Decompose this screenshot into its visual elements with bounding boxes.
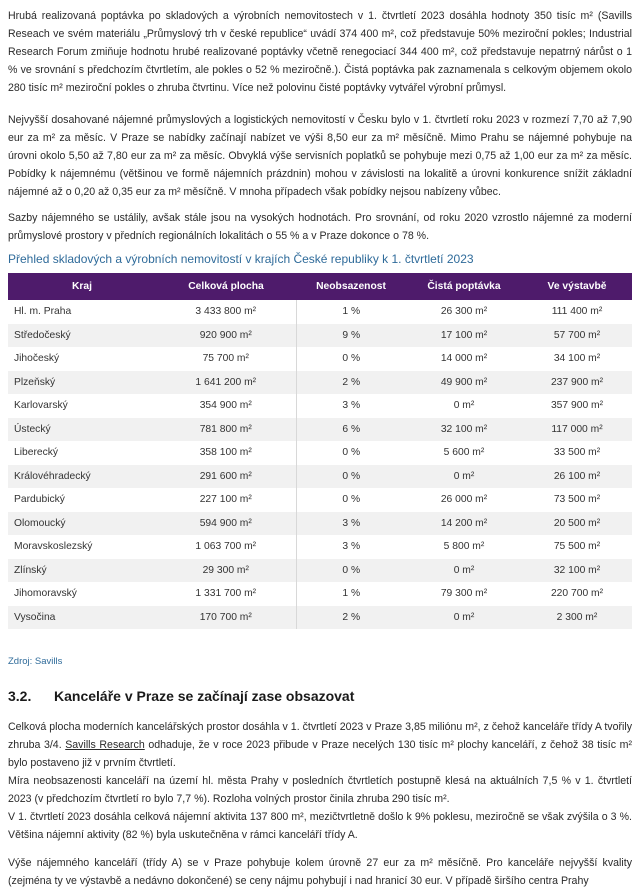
table-row bbox=[8, 347, 632, 371]
intro-paragraph-rent: Nejvyšší dosahované nájemné průmyslových a logistických nemovitostí v Česku bylo v 1. čtvrtletí roku 2023 v rozmezí 7,70 až 7,90 eur za m² za měsíc. V Praze se nabídky začínají nabízet ve výši 8,50 eur za m² měsíčně. Mimo Prahu se nájemné pohybuje na úrovni okolo 5,50 až 7,80 eur za m² za měsíc. Obvyklá výše servisních poplatků se pohybuje mezi 0,75 až 1,00 eur za m² za měsíc. Pobídky k nájemnému (většinou ve formě nájemních prázdnin) mohou v závislosti na lokalitě a úrovni konkurence snížit základní nájemné až o 0,20 až 0,35 eur za m² měsíčně. V mnoha případech však pobídky nejsou nabízeny vůbec. bbox=[8, 114, 632, 198]
cell-total-area: 354 900 m² bbox=[156, 394, 296, 418]
header-under-construction: Ve výstavbě bbox=[522, 273, 632, 300]
cell-net-demand: 26 000 m² bbox=[406, 488, 522, 512]
cell-region: Ústecký bbox=[8, 418, 156, 442]
cell-net-demand: 0 m² bbox=[406, 559, 522, 583]
cell-net-demand: 5 600 m² bbox=[406, 441, 522, 465]
header-net-demand: Čistá poptávka bbox=[406, 273, 522, 300]
table-row bbox=[8, 324, 632, 348]
table-row bbox=[8, 606, 632, 630]
cell-vacancy: 6 % bbox=[296, 418, 406, 442]
cell-vacancy: 3 % bbox=[296, 535, 406, 559]
section-paragraph-office-rent: Výše nájemného kanceláří (třídy A) se v Praze pohybuje kolem úrovně 27 eur za m² měsíčně. Pro kanceláře nejvyšší kvality (zejména ty ve výstavbě a nedávno dokončené) se ceny nájmu pohybují i nad hranicí 30 eur. V případě širšího centra Prahy bbox=[8, 857, 632, 887]
header-vacancy: Neobsazenost bbox=[296, 273, 406, 300]
cell-region: Karlovarský bbox=[8, 394, 156, 418]
table-source: Zdroj: Savills bbox=[8, 656, 63, 667]
section-heading bbox=[8, 688, 354, 704]
cell-vacancy: 0 % bbox=[296, 441, 406, 465]
cell-under-construction: 2 300 m² bbox=[522, 606, 632, 630]
cell-total-area: 1 641 200 m² bbox=[156, 371, 296, 395]
cell-net-demand: 0 m² bbox=[406, 465, 522, 489]
cell-net-demand: 32 100 m² bbox=[406, 418, 522, 442]
cell-under-construction: 220 700 m² bbox=[522, 582, 632, 606]
cell-total-area: 781 800 m² bbox=[156, 418, 296, 442]
cell-net-demand: 14 200 m² bbox=[406, 512, 522, 536]
cell-under-construction: 73 500 m² bbox=[522, 488, 632, 512]
cell-vacancy: 9 % bbox=[296, 324, 406, 348]
cell-total-area: 75 700 m² bbox=[156, 347, 296, 371]
cell-vacancy: 1 % bbox=[296, 582, 406, 606]
cell-region: Liberecký bbox=[8, 441, 156, 465]
cell-region: Hl. m. Praha bbox=[8, 300, 156, 324]
section-title: Kanceláře v Praze se začínají zase obsazovat bbox=[54, 688, 355, 704]
cell-under-construction: 32 100 m² bbox=[522, 559, 632, 583]
cell-vacancy: 0 % bbox=[296, 347, 406, 371]
intro-paragraph-rent-growth: Sazby nájemného se ustálily, avšak stále jsou na vysokých hodnotách. Pro srovnání, od roku 2020 vzrostlo nájemné za moderní průmyslové prostory v předních regionálních lokalitách o 55 % a v Praze dokonce o 78 %. bbox=[8, 212, 632, 242]
cell-region: Jihomoravský bbox=[8, 582, 156, 606]
table-row bbox=[8, 582, 632, 606]
cell-total-area: 170 700 m² bbox=[156, 606, 296, 630]
cell-under-construction: 33 500 m² bbox=[522, 441, 632, 465]
section-p1-text-b: odhaduje, že v roce 2023 přibude v Praze necelých 130 tisíc m² plochy kanceláří, z čehož 38 tisíc m² bylo postaveno již v prvním čtvrtletí. bbox=[8, 739, 632, 769]
cell-net-demand: 17 100 m² bbox=[406, 324, 522, 348]
regions-table bbox=[8, 273, 633, 629]
cell-net-demand: 49 900 m² bbox=[406, 371, 522, 395]
table-row bbox=[8, 418, 632, 442]
header-region: Kraj bbox=[8, 273, 156, 300]
table-row bbox=[8, 488, 632, 512]
cell-region: Vysočina bbox=[8, 606, 156, 630]
table-row bbox=[8, 535, 632, 559]
cell-region: Moravskoslezský bbox=[8, 535, 156, 559]
cell-under-construction: 57 700 m² bbox=[522, 324, 632, 348]
table-row bbox=[8, 300, 632, 324]
cell-under-construction: 237 900 m² bbox=[522, 371, 632, 395]
cell-region: Pardubický bbox=[8, 488, 156, 512]
table-row bbox=[8, 512, 632, 536]
cell-total-area: 358 100 m² bbox=[156, 441, 296, 465]
cell-total-area: 1 331 700 m² bbox=[156, 582, 296, 606]
cell-vacancy: 2 % bbox=[296, 371, 406, 395]
table-header-row bbox=[8, 273, 632, 300]
cell-region: Plzeňský bbox=[8, 371, 156, 395]
cell-under-construction: 75 500 m² bbox=[522, 535, 632, 559]
cell-net-demand: 0 m² bbox=[406, 606, 522, 630]
cell-region: Královéhradecký bbox=[8, 465, 156, 489]
cell-vacancy: 0 % bbox=[296, 488, 406, 512]
table-row bbox=[8, 394, 632, 418]
header-total-area: Celková plocha bbox=[156, 273, 296, 300]
cell-under-construction: 357 900 m² bbox=[522, 394, 632, 418]
section-p1-text-a: Celková plocha moderních kancelářských prostor dosáhla v 1. čtvrtletí 2023 v Praze 3,85 miliónu m², z čehož kanceláře třídy A tvořily zhruba 3/4. bbox=[8, 721, 632, 751]
cell-under-construction: 111 400 m² bbox=[522, 300, 632, 324]
section-paragraph-vacancy: Míra neobsazenosti kanceláří na území hl. města Prahy v posledních čtvrtletích postupně klesá na aktuálních 7,5 % v 1. čtvrtletí 2023 (v předchozím čtvrtletí ro bylo 7,7 %). Rozloha volných prostor činila zhruba 290 tisíc m². bbox=[8, 775, 632, 805]
cell-total-area: 920 900 m² bbox=[156, 324, 296, 348]
intro-paragraph-demand: Hrubá realizovaná poptávka po skladových a výrobních nemovitostech v 1. čtvrtletí 2023 dosáhla hodnoty 350 tisíc m² (Savills Reseach ve svém materiálu „Průmyslový trh v české republice“ uvádí 374 400 m², což představuje 50% meziroční pokles; Industrial Research Forum zmiňuje hodnotu hrubé realizované poptávky včetně renegociací 344 400 m², což představuje nepatrný nárůst o 1 % ve srovnání s předchozím čtvrtletím, ale pokles o 52 % meziročně.). Čistá poptávka pak zaznamenala s celkovým objemem okolo 280 tisíc m² meziroční pokles o zhruba čtvrtinu. Více než polovinu čisté poptávky vytvářel výrobní průmysl. bbox=[8, 10, 632, 94]
cell-total-area: 3 433 800 m² bbox=[156, 300, 296, 324]
cell-total-area: 594 900 m² bbox=[156, 512, 296, 536]
cell-net-demand: 0 m² bbox=[406, 394, 522, 418]
cell-net-demand: 26 300 m² bbox=[406, 300, 522, 324]
table-row bbox=[8, 371, 632, 395]
table-row bbox=[8, 441, 632, 465]
cell-net-demand: 14 000 m² bbox=[406, 347, 522, 371]
cell-total-area: 291 600 m² bbox=[156, 465, 296, 489]
table-title: Přehled skladových a výrobních nemovitostí v krajích České republiky k 1. čtvrtletí 2023 bbox=[8, 252, 474, 266]
section-paragraph-leasing: V 1. čtvrtletí 2023 dosáhla celková nájemní aktivita 137 800 m², mezičtvrtletně došlo k 9% poklesu, meziročně se však zvýšila o 3 %. Většina nájemní aktivity (82 %) byla uskutečněna v rámci kanceláří třídy A. bbox=[8, 811, 632, 841]
cell-vacancy: 3 % bbox=[296, 512, 406, 536]
cell-region: Jihočeský bbox=[8, 347, 156, 371]
cell-net-demand: 5 800 m² bbox=[406, 535, 522, 559]
savills-research-link[interactable]: Savills Research bbox=[65, 739, 145, 751]
cell-under-construction: 34 100 m² bbox=[522, 347, 632, 371]
cell-under-construction: 26 100 m² bbox=[522, 465, 632, 489]
cell-vacancy: 0 % bbox=[296, 559, 406, 583]
cell-region: Zlínský bbox=[8, 559, 156, 583]
cell-region: Olomoucký bbox=[8, 512, 156, 536]
cell-total-area: 1 063 700 m² bbox=[156, 535, 296, 559]
cell-under-construction: 20 500 m² bbox=[522, 512, 632, 536]
cell-total-area: 29 300 m² bbox=[156, 559, 296, 583]
section-paragraph-area bbox=[8, 718, 632, 772]
cell-total-area: 227 100 m² bbox=[156, 488, 296, 512]
cell-vacancy: 1 % bbox=[296, 300, 406, 324]
section-number: 3.2. bbox=[8, 688, 32, 704]
cell-vacancy: 0 % bbox=[296, 465, 406, 489]
cell-net-demand: 79 300 m² bbox=[406, 582, 522, 606]
cell-region: Středočeský bbox=[8, 324, 156, 348]
cell-vacancy: 2 % bbox=[296, 606, 406, 630]
table-row bbox=[8, 465, 632, 489]
table-row bbox=[8, 559, 632, 583]
cell-under-construction: 117 000 m² bbox=[522, 418, 632, 442]
cell-vacancy: 3 % bbox=[296, 394, 406, 418]
